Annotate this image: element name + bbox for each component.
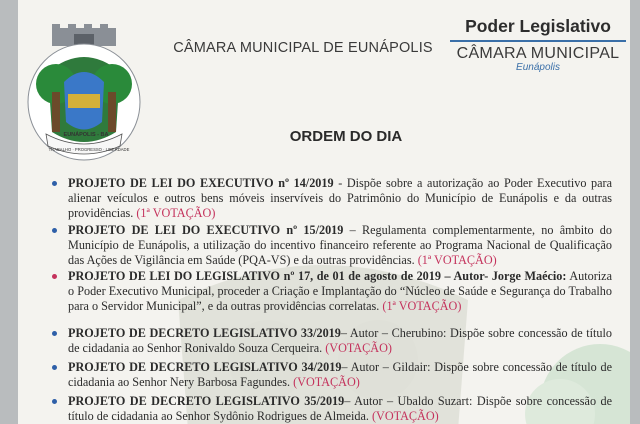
agenda-item xyxy=(52,360,612,390)
item-text: Autoriza o Poder Executivo Municipal, proceder a Criação e Implantação do “Núcleo de Saúde e Segurança do Trabalho para o Servidor Municipal”, e da outras providências correlatas. xyxy=(68,269,612,313)
item-title: PROJETO DE LEI DO EXECUTIVO nº 15/2019 xyxy=(68,223,344,237)
bullet-dot xyxy=(52,228,57,233)
item-vote-status: (VOTAÇÃO) xyxy=(325,341,392,355)
bullet-dot xyxy=(52,181,57,186)
bullet-dot xyxy=(52,365,57,370)
item-vote-status: (VOTAÇÃO) xyxy=(293,375,360,389)
agenda-item xyxy=(52,223,612,268)
agenda-item xyxy=(52,326,612,356)
item-text: – Autor – Gildair: Dispõe sobre concessão de título de cidadania ao Senhor Nery Barbosa Fagundes. xyxy=(68,360,612,389)
agenda-title: ORDEM DO DIA xyxy=(289,128,403,145)
agenda-item xyxy=(52,269,612,314)
item-title: PROJETO DE DECRETO LEGISLATIVO 34/2019 xyxy=(68,360,342,374)
crest-ribbon-text: EUNÁPOLIS - BA xyxy=(63,132,109,138)
item-text: – Autor – Ubaldo Suzart: Dispõe sobre concessão de título de cidadania ao Senhor Sydônio Rodrigues de Almeida. xyxy=(68,394,612,423)
item-text: - Dispõe sobre a autorização ao Poder Executivo para alienar veículos e outros bens móveis inservíveis do Patrimônio do Município de Eunápolis e da outras providências. xyxy=(68,176,612,220)
bullet-dot xyxy=(52,331,57,336)
crest-motto-text: TRABALHO · PROGRESSO · LIBERDADE xyxy=(48,147,130,152)
item-vote-status: (1ª VOTAÇÃO) xyxy=(136,206,216,220)
bullet-dot xyxy=(52,274,57,279)
brand-line-camara-municipal: CÂMARA MUNICIPAL xyxy=(456,45,620,62)
agenda-item xyxy=(52,176,612,221)
brand-line-poder-legislativo: Poder Legislativo xyxy=(465,16,611,36)
item-text: – Autor – Cherubino: Dispõe sobre concessão de título de cidadania ao Senhor Ronivaldo Souza Cerqueira. xyxy=(68,326,612,355)
item-vote-status: (1ª VOTAÇÃO) xyxy=(417,253,497,267)
item-vote-status: (VOTAÇÃO) xyxy=(371,409,439,423)
item-title: PROJETO DE DECRETO LEGISLATIVO 35/2019 xyxy=(68,394,345,408)
document-page xyxy=(18,0,630,424)
agenda-item xyxy=(52,394,612,424)
brand-divider xyxy=(450,40,626,42)
bullet-dot xyxy=(52,399,57,404)
municipal-crest-logo xyxy=(24,22,144,167)
page-header-title: CÂMARA MUNICIPAL DE EUNÁPOLIS xyxy=(173,40,433,56)
brand-block xyxy=(450,16,626,73)
item-vote-status: (1ª VOTAÇÃO) xyxy=(382,299,462,313)
item-text: – Regulamenta complementarmente, no âmbito do Município de Eunápolis, a utilização do incentivo financeiro referente ao Programa Nacional de Qualificação das Ações de Vigilância em Saúde (PQA-VS) e da outras providências. xyxy=(68,223,612,267)
agenda-items-list xyxy=(52,176,612,424)
item-title: PROJETO DE DECRETO LEGISLATIVO 33/2019 xyxy=(68,326,341,340)
item-title: PROJETO DE LEI DO LEGISLATIVO nº 17, de 01 de agosto de 2019 – Autor- Jorge Maécio: xyxy=(68,269,567,283)
item-title: PROJETO DE LEI DO EXECUTIVO nº 14/2019 xyxy=(68,176,334,190)
brand-line-city: Eunápolis xyxy=(516,62,560,73)
